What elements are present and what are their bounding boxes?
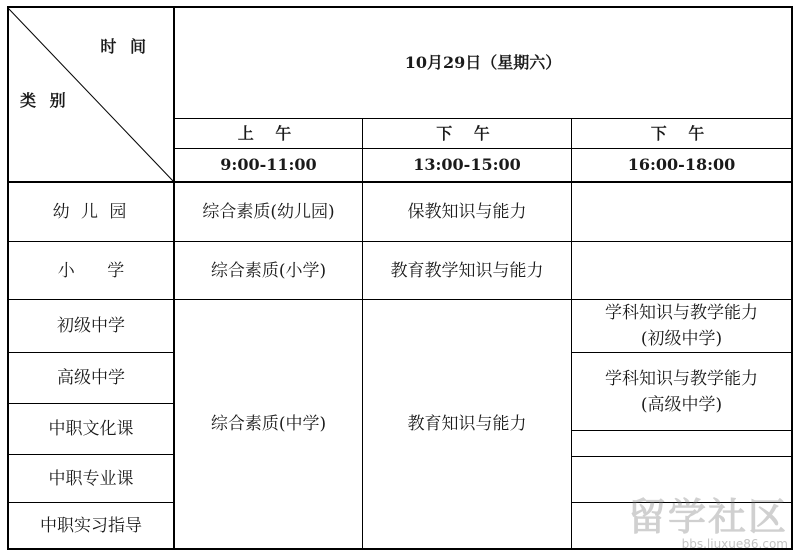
junior-high-subject-line2: (初级中学) [640, 329, 723, 349]
session-1-time: 9:00-11:00 [220, 155, 317, 174]
session-2-period: 下 午 [436, 123, 498, 143]
kindergarten-session-2: 保教知识与能力 [407, 202, 527, 222]
category-junior-high: 初级中学 [57, 316, 125, 336]
session-1-period: 上 午 [237, 123, 300, 143]
category-vocational-internship: 中职实习指导 [40, 515, 142, 536]
secondary-session-1: 综合素质(中学) [210, 414, 327, 434]
senior-high-subject-line1: 学科知识与教学能力 [605, 368, 758, 389]
category-vocational-professional: 中职专业课 [48, 468, 134, 489]
watermark-logo-text: 留学社区 [627, 495, 788, 539]
date-header: 10月29日（星期六） [404, 53, 562, 72]
site-watermark [628, 497, 788, 551]
senior-high-session-3 [572, 353, 791, 430]
primary-session-3 [572, 242, 791, 299]
row-line-4b [571, 430, 792, 431]
primary-session-2: 教育教学知识与能力 [390, 260, 544, 281]
category-kindergarten: 幼 儿 园 [52, 202, 130, 222]
senior-high-subject-line2: (高级中学) [640, 394, 723, 415]
row-line-5b [571, 456, 792, 457]
primary-session-1: 综合素质(小学) [210, 260, 327, 281]
secondary-session-2: 教育知识与能力 [407, 414, 527, 434]
session-2-time: 13:00-15:00 [413, 155, 521, 174]
junior-high-subject-line1: 学科知识与教学能力 [605, 303, 758, 323]
category-senior-high: 高级中学 [57, 368, 125, 388]
kindergarten-session-1: 综合素质(幼儿园) [202, 202, 335, 222]
category-vocational-culture: 中职文化课 [48, 419, 134, 439]
corner-time-label: 时 间 [100, 37, 150, 56]
session-3-time: 16:00-18:00 [627, 155, 736, 174]
category-primary: 小 学 [57, 260, 125, 281]
watermark-url: bbs.liuxue86.com [681, 537, 788, 551]
kindergarten-session-3 [572, 183, 791, 241]
session-3-period: 下 午 [650, 123, 713, 143]
border-right [791, 6, 793, 550]
corner-category-label: 类 别 [20, 91, 70, 110]
junior-high-session-3 [572, 300, 791, 352]
